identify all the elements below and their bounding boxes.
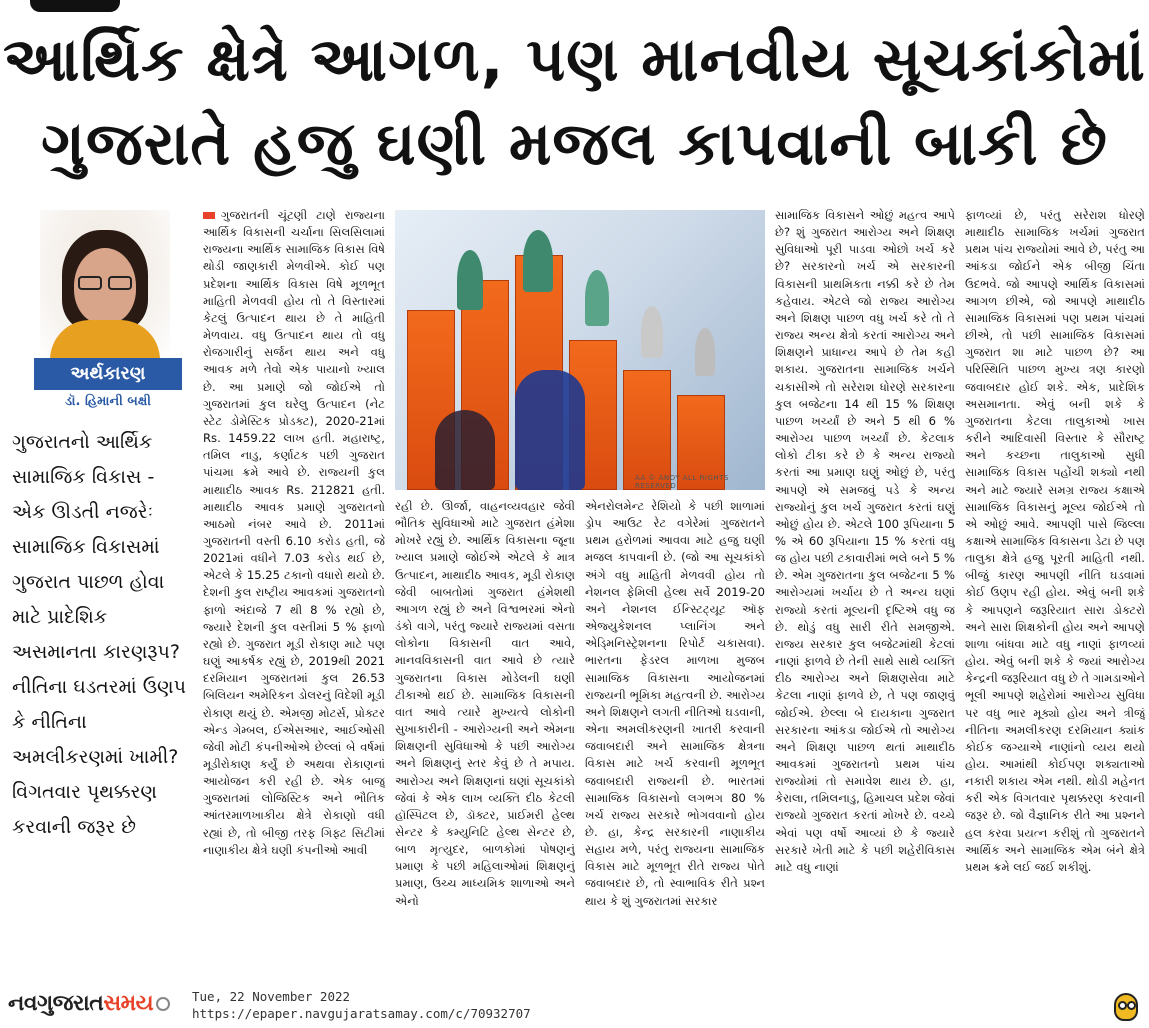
article-start-marker	[203, 212, 215, 219]
top-bar	[0, 0, 1149, 16]
pullquote-text: ગુજરાતનો આર્થિક સામાજિક વિકાસ - એક ઊડતી નજરેઃ સામાજિક વિકાસમાં ગુજરાત પાછળ હોવા માટે પ્રાદેશિક અસમાનતા કારણરૂપ? નીતિના ઘડતરમાં ઉણપ કે નીતિના અમલીકરણમાં ખામી? વિગતવાર પૃથક્કરણ કરવાની જરૂર છે	[12, 431, 186, 838]
article-column-2	[395, 498, 575, 975]
logo-swirl-icon	[156, 997, 170, 1011]
article-column-5	[965, 207, 1145, 975]
headline	[0, 18, 1149, 186]
photo-figure	[457, 250, 483, 310]
photo-bar	[623, 370, 671, 490]
edition-date: Tue, 22 November 2022	[192, 989, 351, 1004]
brand-main: નવગુજરાત	[8, 991, 104, 1016]
author-photo	[40, 210, 170, 360]
owl-icon	[1111, 989, 1141, 1023]
photo-figure	[695, 328, 715, 376]
photo-figure	[641, 306, 663, 358]
article-column-3	[585, 498, 765, 975]
headline-line-1: આર્થિક ક્ષેત્રે આગળ, પણ માનવીય સૂચકાંકોમાં	[3, 25, 1146, 95]
footer	[0, 985, 1149, 1028]
publication-logo	[8, 991, 170, 1016]
article-column-3-text: એનરોલમેન્ટ રેશિયો કે પછી શાળામાં ડ્રોપ આઉટ રેટ વગેરેમાં ગુજરાતને પ્રથમ હરોળમાં આવવા માટે હજુ ઘણી મજલ કાપવાની છે. (જો આ સૂચકાંકો અંગે વધુ માહિતી મેળવવી હોય તો નેશનલ ફેમિલી હેલ્થ સર્વે 2019-20 અને નેશનલ ઈન્સ્ટિટ્યૂટ ઑફ એજ્યુકેશનલ પ્લાનિંગ અને એડ્મિનિસ્ટ્રેશનના રિપોર્ટ ચકાસવા). ભારતના ફેડરલ માળખા મુજબ સામાજિક વિકાસના આયોજનમાં રાજ્યની ભૂમિકા મહત્વની છે. આરોગ્ય અને શિક્ષણને લગતી નીતિઓ ઘડવાની, એના અમલીકરણની ખાતરી કરવાની જવાબદારી અને સામાજિક ક્ષેત્રના વિકાસ માટે ખર્ચ કરવાની મૂળભૂત જવાબદારી રાજ્યની છે. ભારતમાં સામાજિક વિકાસનો લગભગ 80 % ખર્ચ રાજ્ય સરકારે ભોગવવાનો હોય છે. હા, કેન્દ્ર સરકારની નાણાકીય સહાય મળે, પરંતુ રાજ્યના સામાજિક વિકાસ માટે મૂળભૂત રીતે રાજ્ય પોતે જવાબદાર છે, તો સ્વાભાવિક રીતે પ્રશ્ન થાય કે શું ગુજરાતમાં સરકાર	[585, 499, 765, 908]
photo-hand	[435, 410, 495, 490]
article-column-1-text: ગુજરાતની ચૂંટણી ટાણે રાજ્યના આર્થિક વિકાસની ચર્ચાના સિલસિલામાં રાજ્યના આર્થિક સામાજિક વિકાસ વિષે થોડી જાણકારી મેળવીએ. કોઈ પણ પ્રદેશના આર્થિક વિકાસ વિષે મૂળભૂત માહિતી મેળવવી હોય તો તે વિસ્તારમાં કેટલું ઉત્પાદન થાય છે તે માહિતી મેળવાય. વધુ ઉત્પાદન થાય તો વધુ રોજગારીનું સર્જન થાય અને વધુ આવક મળે તેવો એક પાયાનો ખ્યાલ છે. આ પ્રમાણે જો જોઈએ તો ગુજરાતમાં કુલ ઘરેલુ ઉત્પાદન (નેટ સ્ટેટ ડોમેસ્ટિક પ્રોડક્ટ), 2020-21માં Rs. 1459.22 લાખ હતી. મહારાષ્ટ્ર, તમિલ નાડુ, કર્ણાટક પછી ગુજરાત પાંચમા ક્રમે આવે છે. રાજ્યની કુલ માથાદીઠ આવક Rs. 212821 હતી. માથાદીઠ આવક પ્રમાણે ગુજરાતનો આઠમો નંબર આવે છે. 2011માં ગુજરાતની વસ્તી 6.10 કરોડ હતી, જે 2021માં વધીને 7.03 કરોડ થઈ છે, એટલે કે 15.25 ટકાનો વધારો થયો છે. દેશની કુલ રાષ્ટ્રીય આવકમાં ગુજરાતનો ફાળો અંદાજે 7 થી 8 % રહ્યો છે, જ્યારે દેશની કુલ વસ્તીમાં 5 % ફાળો રહ્યો છે. ગુજરાત મૂડી રોકાણ માટે પણ ઘણું આકર્ષક રહ્યું છે, 2019થી 2021 દરમિયાન ગુજરાતમાં કુલ 26.53 બિલિયન અમેરિકન ડોલરનું વિદેશી મૂડી રોકાણ થયું છે. એમજી મોટર્સ, પ્રોક્ટર એન્ડ ગેમ્બલ, ઈએસઆર, આઈઓસી જેવી મોટી કંપનીઓએ છેલ્લાં બે વર્ષમાં મૂડીરોકાણ કર્યું છે અથવા રોકાણનાં આયોજન કરી રહી છે. એક બાજુ ગુજરાતમાં લોજિસ્ટિક અને ભૌતિક આંતરમાળખાકીય ક્ષેત્રે રોકાણો વધી રહ્યાં છે, તો બીજી તરફ ગિફ્ટ સિટીમાં નાણાકીય ક્ષેત્રે ઘણી કંપનીઓ આવી	[203, 208, 385, 857]
article-photo	[395, 210, 765, 490]
epaper-link[interactable]: https://epaper.navgujaratsamay.com/c/70932707	[192, 1006, 531, 1021]
article-column-1	[203, 207, 385, 975]
photo-figure	[585, 270, 609, 326]
article-column-4-text: સામાજિક વિકાસને ઓછું મહત્વ આપે છે? શું ગુજરાત આરોગ્ય અને શિક્ષણ સુવિધાઓ પૂરી પાડવા ઓછો ખર્ચ કરે છે? સરકારનો ખર્ચ એ સરકારની વિકાસની પ્રાથમિકતા નક્કી કરે છે તેમ કહેવાય. એટલે જો રાજ્ય આરોગ્ય અને શિક્ષણ પાછળ વધુ ખર્ચ કરે તો તે રાજ્ય અન્ય ક્ષેત્રો કરતાં આરોગ્ય અને શિક્ષણને પ્રાધાન્ય આપે છે તેમ કહી શકાય. ગુજરાતના સામાજિક ખર્ચને ચકાસીએ તો સરેરાશ ધોરણે સરકારના કુલ બજેટના 14 થી 15 % શિક્ષણ પાછળ ખર્ચ્યાં છે અને 5 થી 6 % આરોગ્ય પાછળ ખર્ચ્યાં છે. કેટલાક લોકો ટીકા કરે છે કે અન્ય રાજ્યો કરતાં આ પ્રમાણ ઘણું ઓછું છે, પરંતુ આપણે એ સમજવું પડે કે અન્ય રાજ્યોનું કુલ ખર્ચ ગુજરાત કરતાં ઘણું ઓછું હોય છે. એટલે 100 રૂપિયાના 5 % એ 60 રૂપિયાના 15 % કરતાં વધુ જ હોય પછી ટકાવારીમાં ભલે બને 5 % છે. એમ ગુજરાતના કુલ બજેટના 5 % આરોગ્યમાં ખર્ચાય છે તે અન્ય ઘણાં રાજ્યો કરતાં મૂલ્યની દૃષ્ટિએ વધુ જ છે. થોડું વધુ સારી રીતે સમજીએ. રાજ્ય સરકાર કુલ બજેટમાંથી કેટલાં નાણાં ફાળવે છે તેની સાથે સાથે વ્યક્તિ દીઠ આરોગ્ય અને શિક્ષણસેવા માટે કેટલા નાણાં ફાળવે છે, તે પણ જાણવું જોઈએ. છેલ્લા બે દાયકાના ગુજરાત સરકારના આંકડા જોઈએ તો આરોગ્ય અને શિક્ષણ પાછળ થતાં માથાદીઠ આવકમાં ગુજરાતનો પ્રથમ પાંચ રાજ્યોમાં તો સમાવેશ થાય છે. હા, કેરાલા, તમિલનાડુ, હિમાચલ પ્રદેશ જેવાં રાજ્યો ગુજરાત કરતાં મોખરે છે. વચ્ચે એવાં પણ વર્ષો આવ્યાં છે કે જ્યારે સરકારે ખેતી માટે કે પછી શહેરીવિકાસ માટે વધુ નાણાં	[775, 208, 955, 874]
photo-credit: AA © ANDY ALL RIGHTS RESERVED	[635, 474, 729, 490]
photo-figure	[523, 230, 553, 292]
column-tag: અર્થકારણ	[34, 358, 182, 390]
top-black-tab	[30, 0, 120, 12]
brand-accent: સમય	[103, 991, 154, 1016]
photo-hand	[515, 370, 585, 490]
article-column-2-text: રહી છે. ઊર્જા, વાહનવ્યવહાર જેવી ભૌતિક સુવિધાઓ માટે ગુજરાત હંમેશા મોખરે રહ્યું છે. આર્થિક વિકાસના જૂના ખ્યાલ પ્રમાણે જોઈએ એટલે કે માત્ર ઉત્પાદન, માથાદીઠ આવક, મૂડી રોકાણ જેવી બાબતોમાં ગુજરાત હંમેશથી આગળ રહ્યું છે અને વિશ્વભરમાં એનો ડંકો વાગે, પરંતુ જ્યારે રાજ્યમાં વસતા લોકોના વિકાસની વાત આવે, માનવવિકાસની વાત આવે છે ત્યારે ગુજરાતના વિકાસ મોડેલની ઘણી ટીકાઓ થઈ છે. સામાજિક વિકાસની વાત આવે ત્યારે મુખ્યત્વે લોકોની સુખાકારીની - આરોગ્યની અને એમના શિક્ષણની સુવિધાઓ કે પછી આરોગ્ય અને શિક્ષણનું સ્તર કેવું છે તે મપાય. આરોગ્ય અને શિક્ષણનાં ઘણાં સૂચકાંકો જેવાં કે એક લાખ વ્યક્તિ દીઠ કેટલી હૉસ્પિટલ છે, ડૉક્ટર, પ્રાઈમરી હેલ્થ સેન્ટર કે કમ્યુનિટિ હેલ્થ સેન્ટર છે, બાળ મૃત્યુદર, બાળકોમાં પોષણનું પ્રમાણ કે પછી મહિલાઓમાં શિક્ષણનું પ્રમાણ, ઉચ્ચ માધ્યમિક શાળાઓ અને એનો	[395, 499, 575, 908]
pullquote	[12, 425, 190, 845]
article-column-5-text: ફાળવ્યાં છે, પરંતુ સરેરાશ ધોરણે માથાદીઠ સામાજિક ખર્ચમાં ગુજરાત પ્રથમ પાંચ રાજ્યોમાં આવે છે, પરંતુ આ આંકડા જોઈને એક બીજી ચિંતા ઉદભવે. જો આપણે આર્થિક વિકાસમાં આગળ છીએ, જો આપણે માથાદીઠ સામાજિક વિકાસમાં પણ પ્રથમ પાંચમાં છીએ, તો પછી સામાજિક વિકાસમાં ગુજરાત શા માટે પાછળ છે? આ પરિસ્થિતિ પાછળ મુખ્ય ત્રણ કારણો જવાબદાર હોઈ શકે. એક, પ્રાદેશિક અસમાનતા. એવું બની શકે કે ગુજરાતના કેટલા તાલુકાઓ ખાસ કરીને આદિવાસી વિસ્તાર કે સૌરાષ્ટ્ર અને કચ્છના તાલુકાઓ સુધી સામાજિક વિકાસ પહોંચી શક્યો નથી અને માટે જ્યારે સમગ્ર રાજ્ય કક્ષાએ સામાજિક વિકાસનું મૂલ્ય જોઈએ તો એ ઓછું આવે. આપણી પાસે જિલ્લા કક્ષાએ સામાજિક વિકાસના ડેટા છે પણ તાલુકા ક્ષેત્રે હજુ પૂરતી માહિતી નથી. બીજું કારણ આપણી નીતિ ઘડવામાં કોઈ ઉણપ રહી હોય. એવું બની શકે કે આપણને જરૂરિયાત સારા ડોક્ટરો અને સારા શિક્ષકોની હોય અને આપણે શાળા બાંધવા માટે વધુ નાણાં ફાળવ્યાં હોય. એવું બની શકે કે જ્યાં આરોગ્ય કેન્દ્રની જરૂરિયાત વધુ છે તે ગામડાઓને ભૂલી આપણે શહેરોમાં આરોગ્ય સુવિધા પર વધુ ભાર મૂક્યો હોય અને ત્રીજું નીતિના અમલીકરણ દરમિયાન ક્યાંક કોઈક જગ્યાએ નાણાંનો વ્યય થયો હોય. આમાંથી કોઈપણ શક્યતાઓ નકારી શકાય એમ નથી. થોડી મહેનત કરી એક વિગતવાર પૃથક્કરણ કરવાની જરૂર છે. જો વૈજ્ઞાનિક રીતે આ પ્રશ્નને હલ કરવા પ્રયત્ન કરીશું તો ગુજરાતને આર્થિક અને સામાજિક એમ બંને ક્ષેત્રે પ્રથમ ક્રમે લઈ જઈ શકીશું.	[965, 208, 1145, 874]
article-column-4	[775, 207, 955, 975]
author-byline: ડૉ. હિમાની બક્ષી	[34, 390, 182, 414]
headline-line-2: ગુજરાતે હજુ ઘણી મજલ કાપવાની બાકી છે	[41, 109, 1108, 179]
